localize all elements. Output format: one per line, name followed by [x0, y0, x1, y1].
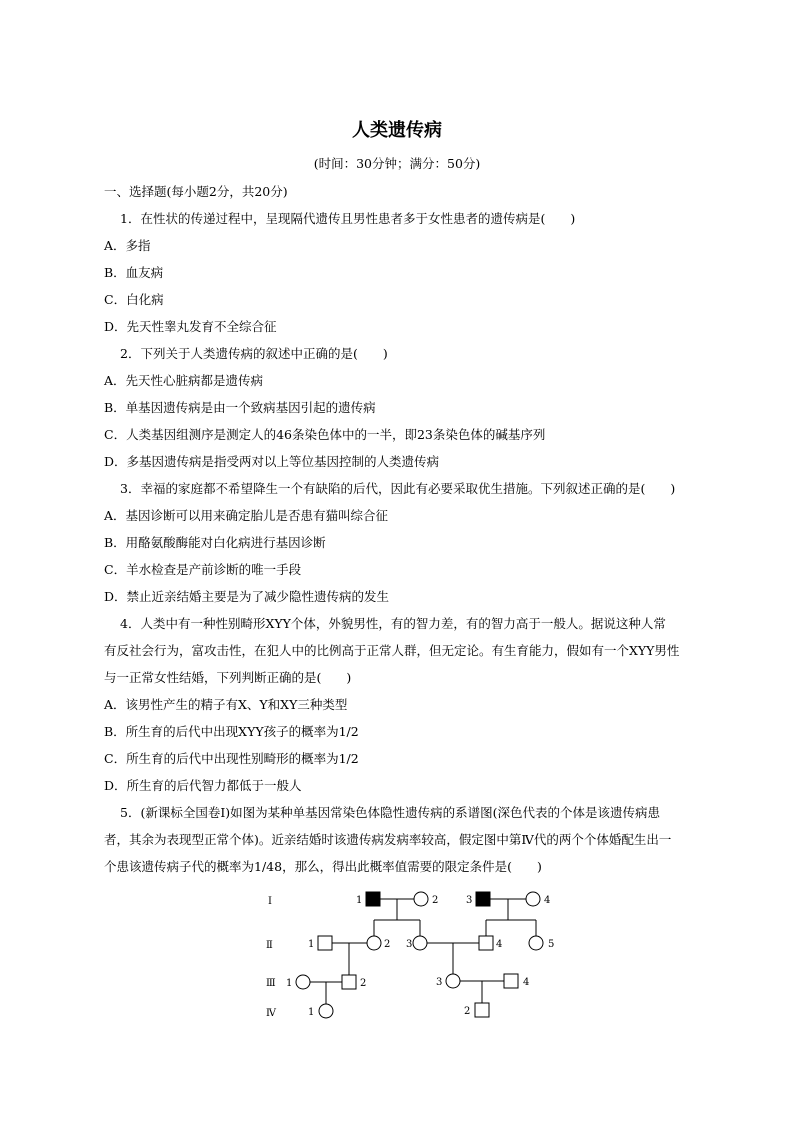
question-3-option-c: C．羊水检查是产前诊断的唯一手段: [104, 562, 302, 577]
question-4-option-c: C．所生育的后代中出现性别畸形的概率为1/2: [104, 751, 359, 766]
pedigree-III-3-female: [446, 974, 460, 988]
question-2-option-d: D．多基因遗传病是指受两对以上等位基因控制的人类遗传病: [104, 454, 440, 469]
question-3-option-a: A．基因诊断可以用来确定胎儿是否患有猫叫综合征: [104, 508, 389, 523]
question-4-stem-line-3: 与一正常女性结婚，下列判断正确的是( ): [104, 670, 352, 685]
pedigree-II-1-label: 1: [308, 939, 315, 950]
generation-label-II: Ⅱ: [266, 940, 273, 951]
question-5-stem-line-3: 个患该遗传病子代的概率为1/48，那么，得出此概率值需要的限定条件是( ): [104, 859, 542, 874]
pedigree-III-1-label: 1: [286, 978, 293, 989]
pedigree-II-3-female: [413, 936, 427, 950]
page-title: 人类遗传病: [352, 120, 442, 141]
pedigree-IV-2-label: 2: [464, 1006, 471, 1017]
pedigree-II-2-label: 2: [384, 939, 391, 950]
question-4-stem-line-2: 有反社会行为，富攻击性，在犯人中的比例高于正常人群，但无定论。有生育能力，假如有一个XYY男性: [104, 643, 680, 658]
page-subtitle: (时间：30分钟；满分：50分): [313, 156, 481, 171]
pedigree-II-2-female: [367, 936, 381, 950]
question-1-option-b: B．血友病: [104, 265, 164, 280]
pedigree-II-1-male: [318, 936, 332, 950]
question-4-option-d: D．所生育的后代智力都低于一般人: [104, 778, 302, 793]
pedigree-I-2-female: [414, 892, 428, 906]
pedigree-I-3-label: 3: [466, 895, 473, 906]
pedigree-III-4-label: 4: [523, 977, 530, 988]
pedigree-II-5-female: [529, 936, 543, 950]
pedigree-IV-1-label: 1: [308, 1007, 315, 1018]
pedigree-IV-2-male: [475, 1003, 489, 1017]
pedigree-III-1-female: [296, 975, 310, 989]
pedigree-diagram: [250, 880, 570, 1030]
pedigree-II-4-label: 4: [496, 939, 503, 950]
question-2-option-a: A．先天性心脏病都是遗传病: [104, 373, 264, 388]
pedigree-I-2-label: 2: [432, 895, 439, 906]
pedigree-II-3-label: 3: [406, 939, 413, 950]
question-1-stem: 1．在性状的传递过程中，呈现隔代遗传且男性患者多于女性患者的遗传病是( ): [120, 211, 576, 226]
question-1-option-d: D．先天性睾丸发育不全综合征: [104, 319, 277, 334]
pedigree-I-1-affected-male: [366, 892, 380, 906]
question-5-stem-line-1: 5．(新课标全国卷Ⅰ)如图为某种单基因常染色体隐性遗传病的系谱图(深色代表的个体是该遗传病患: [120, 805, 661, 820]
pedigree-II-4-male: [479, 936, 493, 950]
generation-label-I: Ⅰ: [268, 896, 272, 907]
question-4-option-a: A．该男性产生的精子有X、Y和XY三种类型: [104, 697, 348, 712]
question-3-option-b: B．用酪氨酸酶能对白化病进行基因诊断: [104, 535, 326, 550]
question-2-stem: 2．下列关于人类遗传病的叙述中正确的是( ): [120, 346, 388, 361]
question-1-option-c: C．白化病: [104, 292, 164, 307]
question-1-option-a: A．多指: [104, 238, 151, 253]
pedigree-I-3-affected-male: [476, 892, 490, 906]
pedigree-I-1-label: 1: [356, 895, 363, 906]
question-5-stem-line-2: 者，其余为表现型正常个体)。近亲结婚时该遗传病发病率较高，假定图中第Ⅳ代的两个个体婚配生出一: [104, 832, 672, 847]
question-3-option-d: D．禁止近亲结婚主要是为了减少隐性遗传病的发生: [104, 589, 390, 604]
question-3-stem: 3．幸福的家庭都不希望降生一个有缺陷的后代，因此有必要采取优生措施。下列叙述正确的是( ): [120, 481, 676, 496]
generation-label-III: Ⅲ: [266, 978, 276, 989]
question-4-option-b: B．所生育的后代中出现XYY孩子的概率为1/2: [104, 724, 359, 739]
pedigree-II-5-label: 5: [548, 939, 555, 950]
pedigree-III-2-label: 2: [360, 978, 367, 989]
question-2-option-c: C．人类基因组测序是测定人的46条染色体中的一半，即23条染色体的碱基序列: [104, 427, 546, 442]
pedigree-III-2-male: [342, 975, 356, 989]
generation-label-IV: Ⅳ: [266, 1008, 276, 1019]
pedigree-I-4-female: [526, 892, 540, 906]
pedigree-IV-1-female: [319, 1004, 333, 1018]
question-2-option-b: B．单基因遗传病是由一个致病基因引起的遗传病: [104, 400, 376, 415]
pedigree-I-4-label: 4: [544, 895, 551, 906]
question-4-stem-line-1: 4．人类中有一种性别畸形XYY个体，外貌男性，有的智力差，有的智力高于一般人。据说这种人常: [120, 616, 666, 631]
section-heading: 一、选择题(每小题2分，共20分): [104, 184, 288, 199]
pedigree-III-3-label: 3: [436, 977, 443, 988]
pedigree-III-4-male: [504, 974, 518, 988]
